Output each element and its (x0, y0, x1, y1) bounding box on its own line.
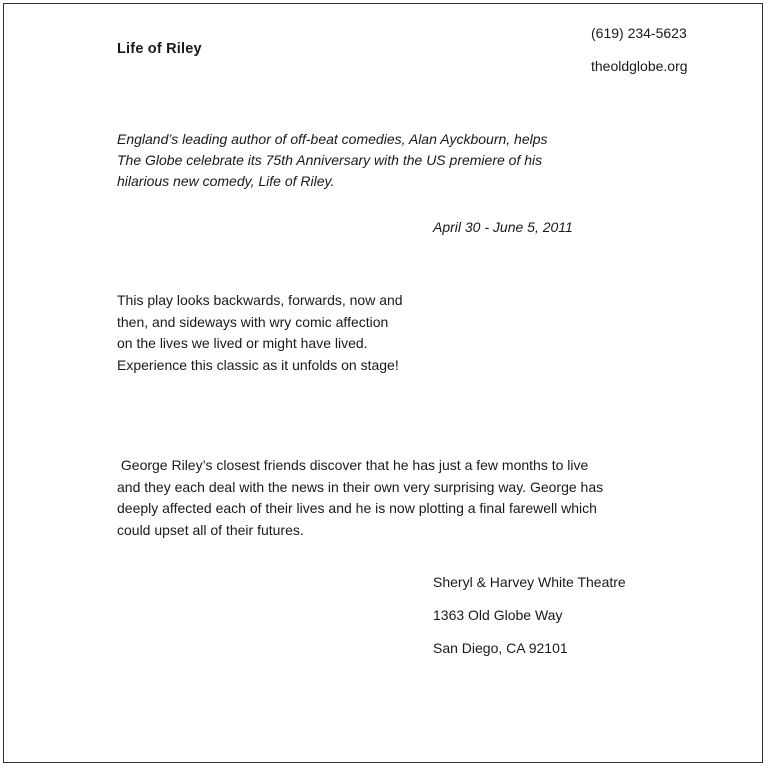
venue-street: 1363 Old Globe Way (433, 607, 563, 623)
synopsis-line: George Riley’s closest friends discover that he has just a few months to live (117, 457, 589, 473)
run-dates: April 30 - June 5, 2011 (433, 219, 573, 235)
description-line: on the lives we lived or might have lived. (117, 335, 368, 351)
venue-city: San Diego, CA 92101 (433, 640, 568, 656)
phone-number: (619) 234-5623 (591, 25, 687, 41)
description-line: This play looks backwards, forwards, now and (117, 292, 403, 308)
intro-line: England’s leading author of off-beat comedies, Alan Ayckbourn, helps (117, 131, 548, 147)
synopsis-line: could upset all of their futures. (117, 521, 304, 538)
page-frame (3, 3, 763, 763)
intro-line: hilarious new comedy, Life of Riley. (117, 173, 335, 189)
description-line: then, and sideways with wry comic affection (117, 313, 389, 330)
synopsis-line: and they each deal with the news in their own very surprising way. George has (117, 478, 604, 495)
website-link[interactable]: theoldglobe.org (591, 58, 688, 74)
description-line: Experience this classic as it unfolds on stage! (117, 356, 399, 373)
synopsis-line: deeply affected each of their lives and he is now plotting a final farewell which (117, 500, 597, 516)
description-paragraph (117, 290, 447, 376)
page-title: Life of Riley (117, 41, 202, 57)
intro-line: The Globe celebrate its 75th Anniversary with the US premiere of his (117, 152, 543, 168)
venue-name: Sheryl & Harvey White Theatre (433, 574, 626, 590)
synopsis-paragraph (117, 455, 667, 541)
intro-paragraph (117, 129, 597, 192)
